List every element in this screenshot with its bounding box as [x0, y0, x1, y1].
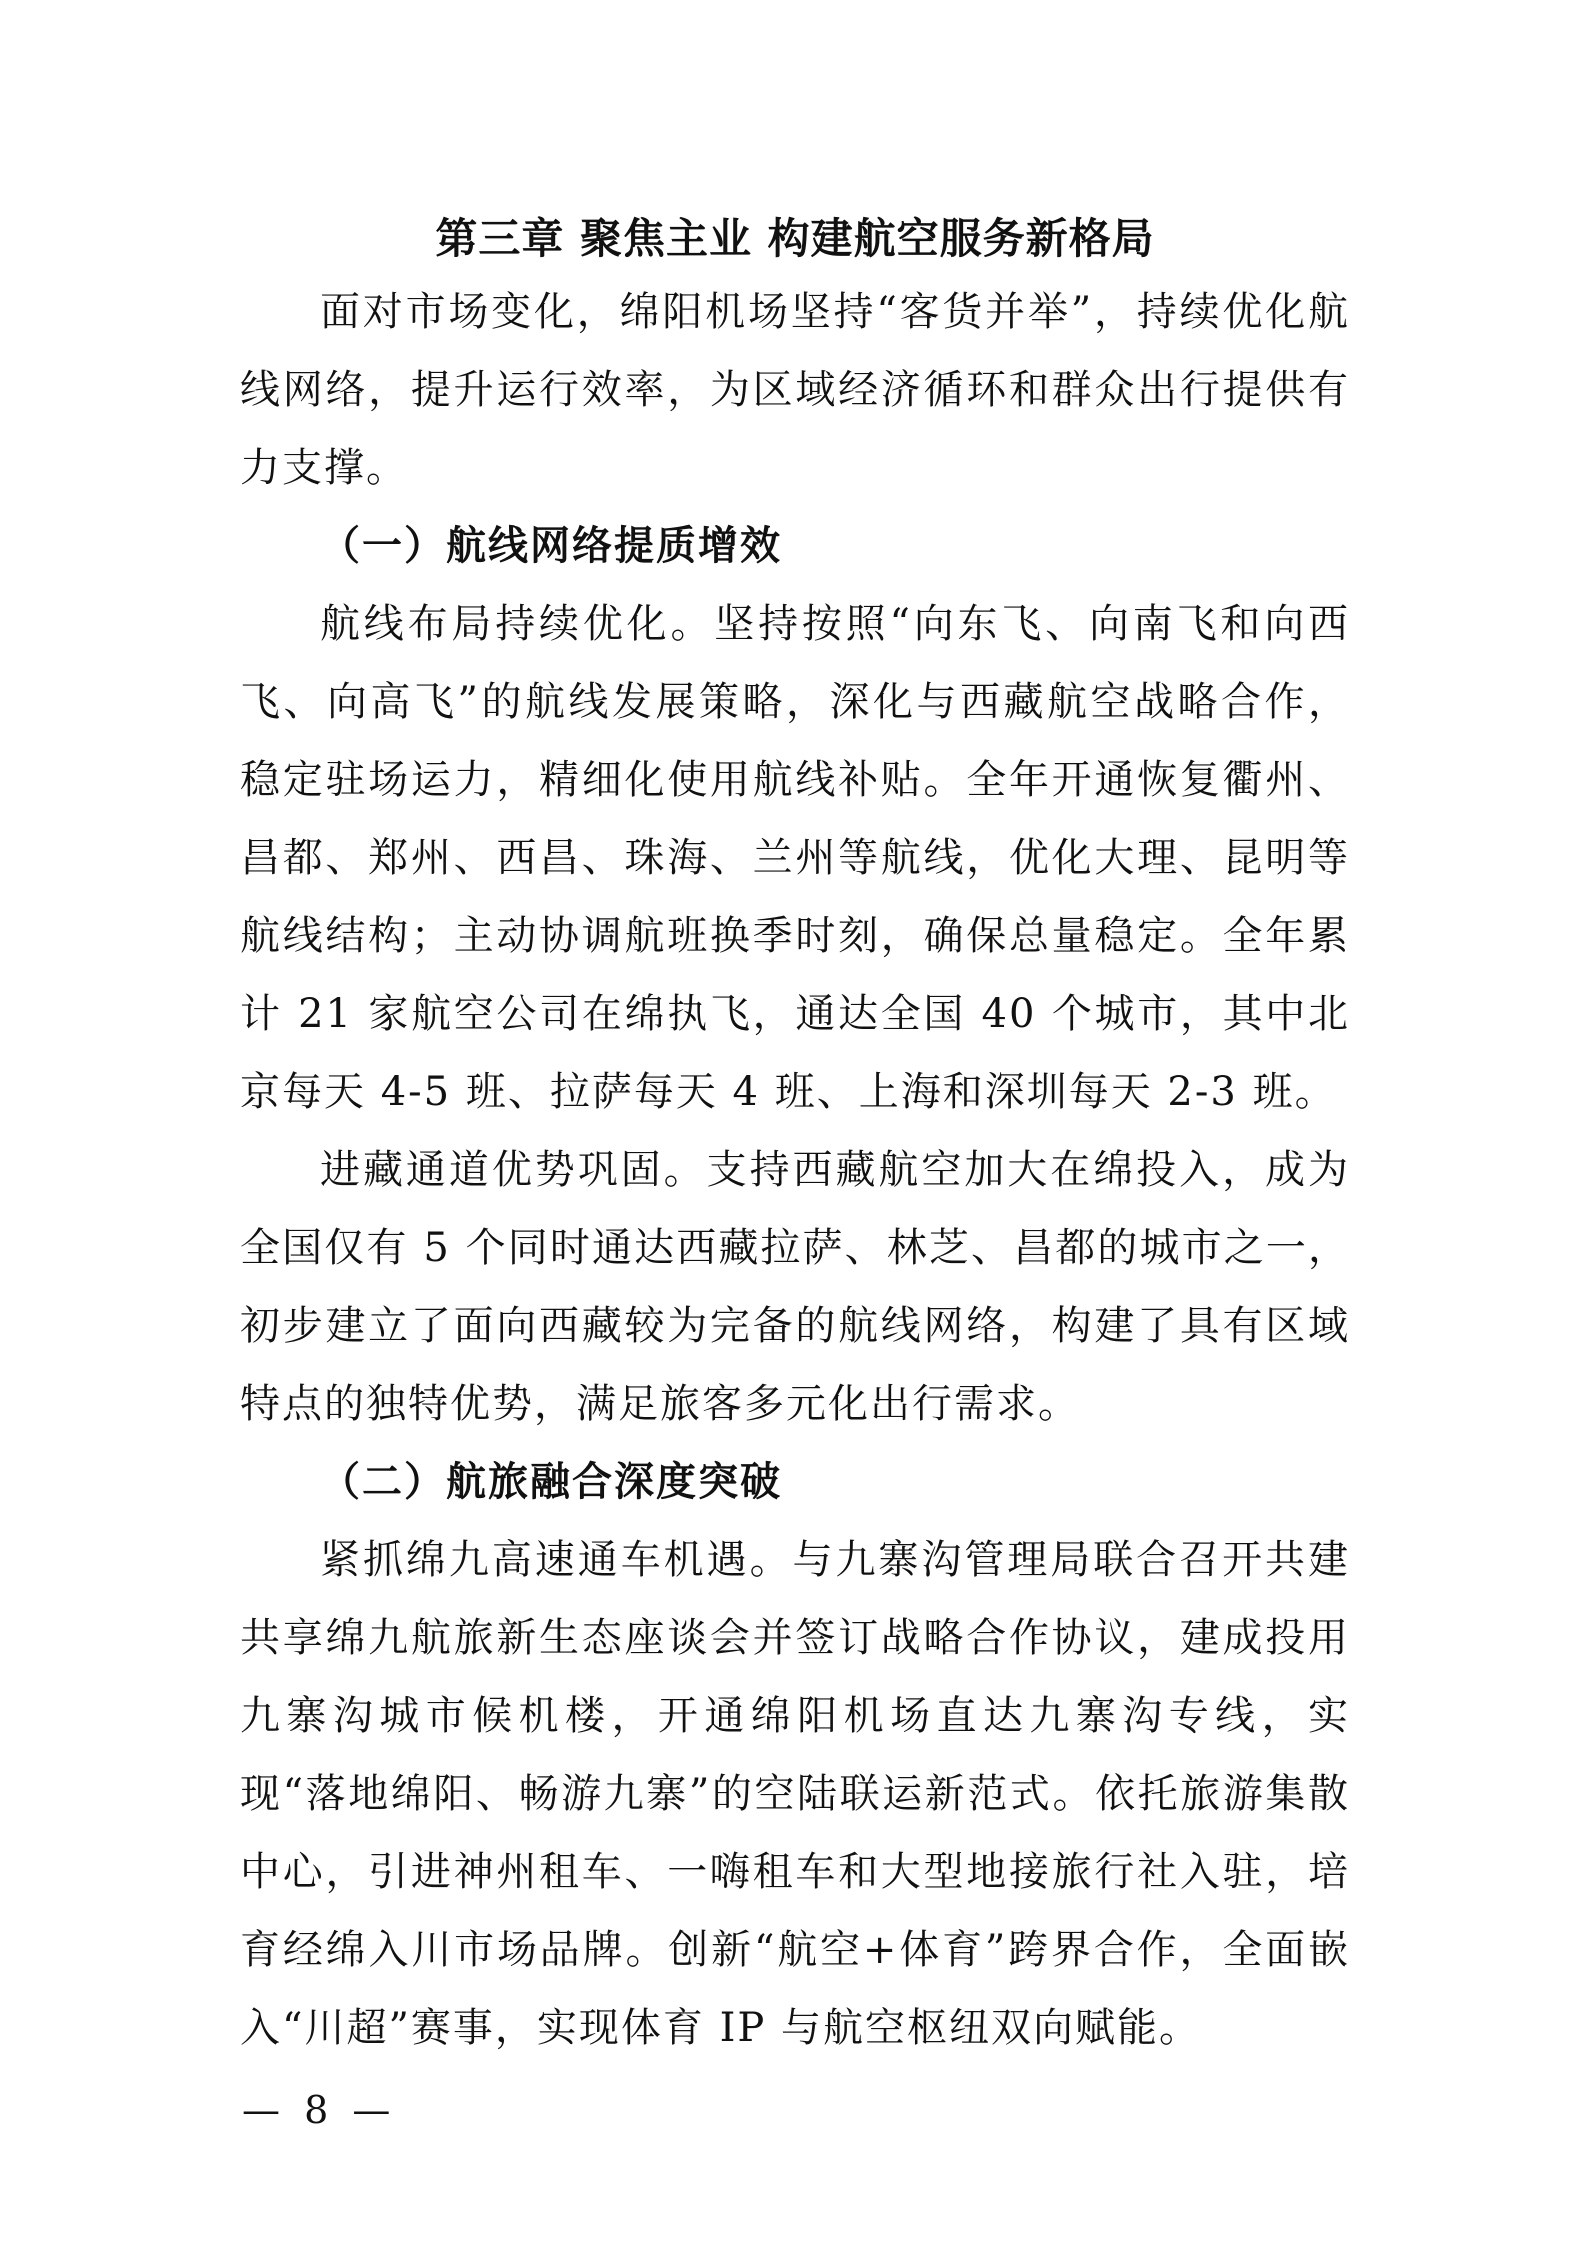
- paragraph-tibet-channel: 进藏通道优势巩固。支持西藏航空加大在绵投入，成为全国仅有 5 个同时通达西藏拉萨、林芝、昌都的城市之一，初步建立了面向西藏较为完备的航线网络，构建了具有区域特点的独特优势，满足旅客多元化出行需求。: [240, 1147, 1350, 1427]
- section-route-network: [240, 507, 1350, 1443]
- intro-paragraph: 面对市场变化，绵阳机场坚持“客货并举”，持续优化航线网络，提升运行效率，为区域经济循环和群众出行提供有力支撑。: [240, 289, 1350, 491]
- paragraph-mianjiu-highway: 紧抓绵九高速通车机遇。与九寨沟管理局联合召开共建共享绵九航旅新生态座谈会并签订战略合作协议，建成投用九寨沟城市候机楼，开通绵阳机场直达九寨沟专线，实现“落地绵阳、畅游九寨”的空陆联运新范式。依托旅游集散中心，引进神州租车、一嗨租车和大型地接旅行社入驻，培育经绵入川市场品牌。创新“航空+体育”跨界合作，全面嵌入“川超”赛事，实现体育 IP 与航空枢纽双向赋能。: [240, 1537, 1350, 2051]
- section-aviation-tourism: [240, 1443, 1350, 2067]
- document-page: [240, 205, 1350, 2067]
- chapter-title: 第三章 聚焦主业 构建航空服务新格局: [435, 214, 1155, 263]
- section-heading: （二）航旅融合深度突破: [320, 1458, 782, 1505]
- section-heading: （一）航线网络提质增效: [320, 522, 782, 569]
- page-number: — 8 —: [242, 2088, 397, 2132]
- paragraph-route-layout: 航线布局持续优化。坚持按照“向东飞、向南飞和向西飞、向高飞”的航线发展策略，深化与西藏航空战略合作，稳定驻场运力，精细化使用航线补贴。全年开通恢复衢州、昌都、郑州、西昌、珠海、兰州等航线，优化大理、昆明等航线结构；主动协调航班换季时刻，确保总量稳定。全年累计 21 家航空公司在绵执飞，通达全国 40 个城市，其中北京每天 4-5 班、拉萨每天 4 班、上海和深圳每天 2-3 班。: [240, 601, 1350, 1115]
